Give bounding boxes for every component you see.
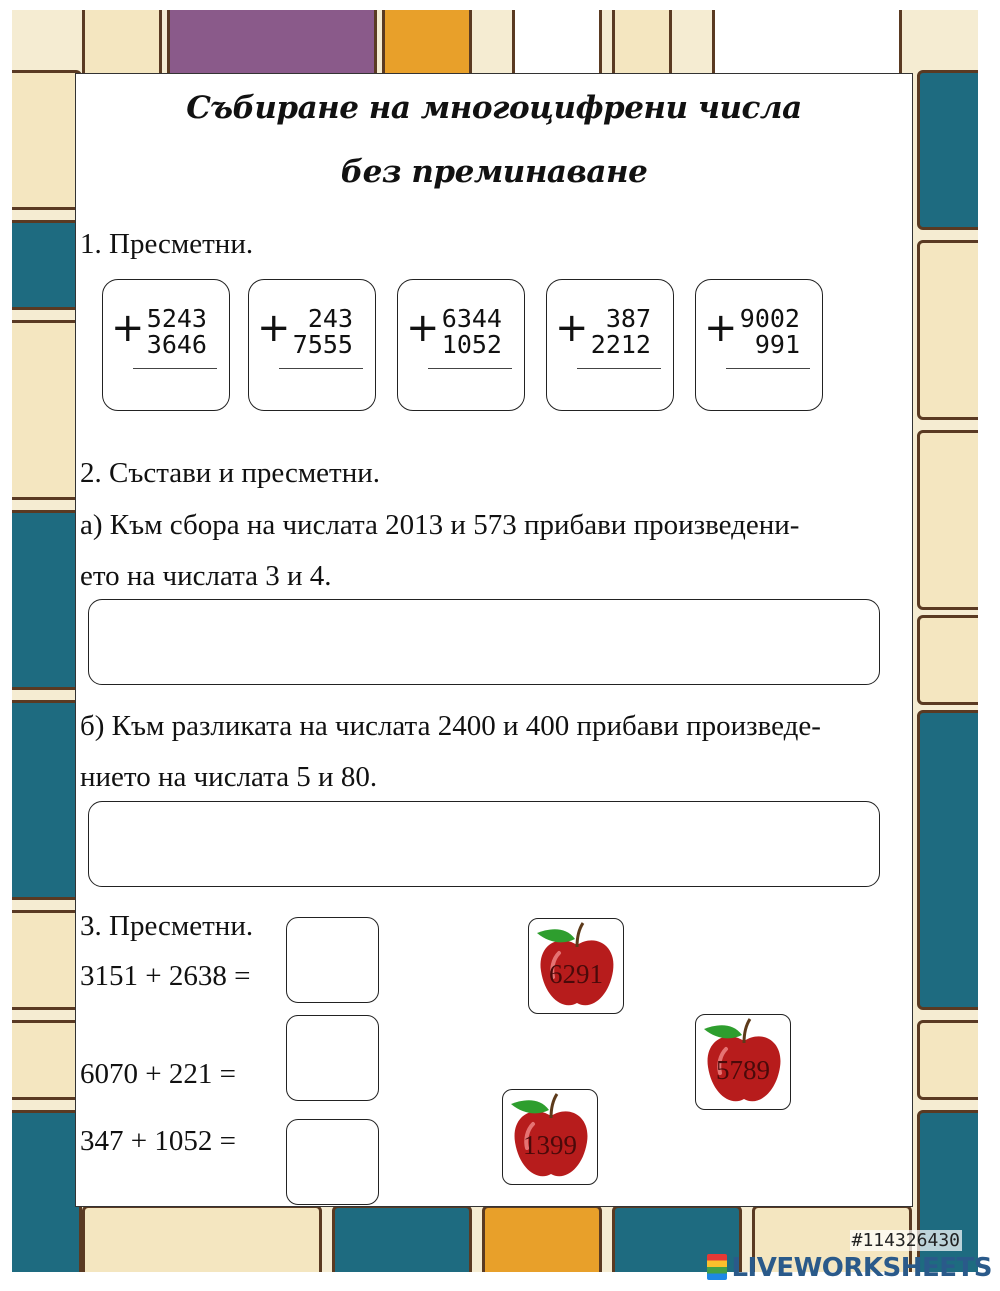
- addend-top: 6344: [441, 304, 502, 333]
- answer-line[interactable]: [279, 368, 363, 369]
- addend-bottom: 991: [754, 330, 800, 359]
- answer-drop-box[interactable]: [286, 1119, 379, 1205]
- addend-bottom: 1052: [441, 330, 502, 359]
- answer-line[interactable]: [428, 368, 512, 369]
- expression: 6070 + 221 =: [80, 1058, 236, 1090]
- addend-top: 9002: [739, 304, 800, 333]
- answer-line[interactable]: [726, 368, 810, 369]
- liveworksheets-logo-icon: [707, 1254, 727, 1280]
- plus-sign: +: [406, 305, 440, 351]
- section2-heading: 2. Състави и пресметни.: [80, 457, 381, 489]
- apple-value: 1399: [523, 1130, 577, 1160]
- worksheet: [75, 73, 913, 1207]
- task-a-line-2: ето на числата 3 и 4.: [80, 560, 332, 592]
- title-line-2: без преминаване: [340, 154, 648, 190]
- apple-value: 6291: [549, 959, 603, 989]
- liveworksheets-logo[interactable]: [707, 1253, 992, 1283]
- apple-value: 5789: [716, 1055, 770, 1085]
- addend-bottom: 2212: [590, 330, 651, 359]
- task-b-line-1: б) Към разликата на числата 2400 и 400 прибави произведе-: [80, 710, 821, 742]
- addition-card: [695, 279, 823, 411]
- addend-top: 387: [605, 304, 651, 333]
- plus-sign: +: [704, 305, 738, 351]
- addend-bottom: 7555: [292, 330, 353, 359]
- addition-card: [248, 279, 376, 411]
- addend-top: 243: [307, 304, 353, 333]
- worksheet-id: #114326430: [851, 1230, 960, 1251]
- apple-answer-card[interactable]: [695, 1014, 791, 1110]
- brand-name: LIVEWORKSHEETS: [731, 1253, 992, 1283]
- answer-line[interactable]: [133, 368, 217, 369]
- task-a-answer-field[interactable]: [88, 599, 880, 685]
- expression: 347 + 1052 =: [80, 1125, 236, 1157]
- task-b-line-2: нието на числата 5 и 80.: [80, 761, 378, 793]
- answer-drop-box[interactable]: [286, 917, 379, 1003]
- expression: 3151 + 2638 =: [80, 960, 251, 992]
- plus-sign: +: [257, 305, 291, 351]
- section3-heading: 3. Пресметни.: [80, 910, 254, 942]
- addition-card: [397, 279, 525, 411]
- addend-top: 5243: [146, 304, 207, 333]
- task-b-answer-field[interactable]: [88, 801, 880, 887]
- addend-bottom: 3646: [146, 330, 207, 359]
- task-a-line-1: а) Към сбора на числата 2013 и 573 прибави произведени-: [80, 509, 800, 541]
- plus-sign: +: [111, 305, 145, 351]
- apple-answer-card[interactable]: [502, 1089, 598, 1185]
- title-line-1: Събиране на многоцифрени числа: [186, 90, 802, 126]
- apple-answer-card[interactable]: [528, 918, 624, 1014]
- addition-card: [546, 279, 674, 411]
- addition-card: [102, 279, 230, 411]
- answer-line[interactable]: [577, 368, 661, 369]
- section1-heading: 1. Пресметни.: [80, 228, 254, 260]
- plus-sign: +: [555, 305, 589, 351]
- answer-drop-box[interactable]: [286, 1015, 379, 1101]
